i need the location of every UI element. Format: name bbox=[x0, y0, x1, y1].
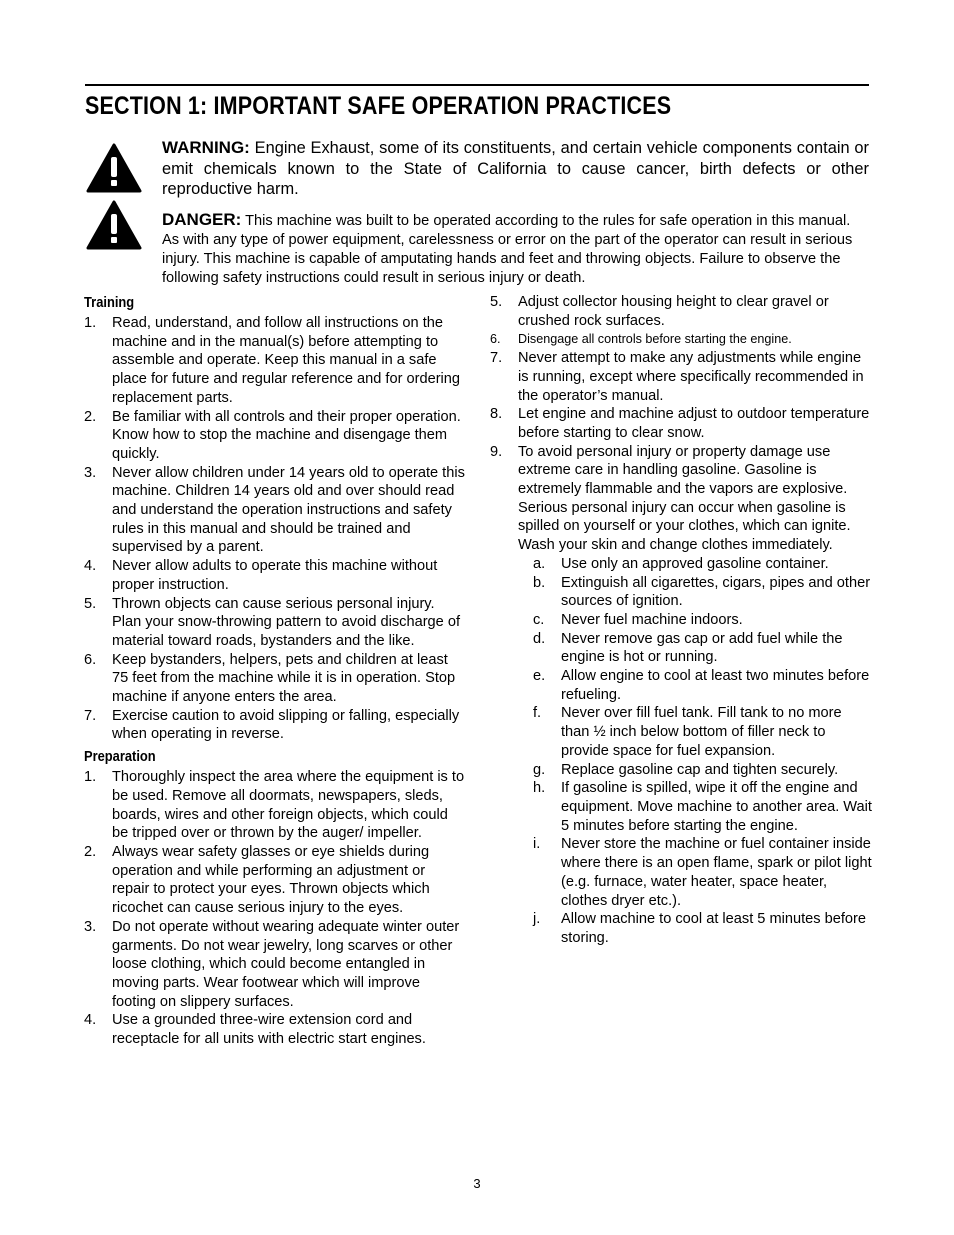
gasoline-subitem bbox=[490, 779, 874, 835]
subitem-text: Extinguish all cigarettes, cigars, pipes and other sources of ignition. bbox=[561, 574, 871, 610]
item-number: 7. bbox=[84, 707, 97, 724]
subitem-text: Never remove gas cap or add fuel while the engine is hot or running. bbox=[561, 630, 843, 666]
item-text: Read, understand, and follow all instructions on the machine and in the manual(s) before attempting to assemble and operate. Keep this manual in a safe place for future and regular reference and for ordering replacement parts. bbox=[112, 315, 461, 406]
item-number: 8. bbox=[490, 406, 503, 423]
item-text: Thrown objects can cause serious personal injury. Plan your snow-throwing pattern to avoid discharge of material toward roads, bystanders and the like. bbox=[112, 595, 461, 649]
item-text: Do not operate without wearing adequate winter outer garments. Do not wear jewelry, long scarves or other loose clothing, which could become entangled in moving parts. Wear footwear which will improve footing on slippery surfaces. bbox=[112, 918, 460, 1010]
training-item bbox=[84, 707, 466, 744]
item-number: 2. bbox=[84, 843, 97, 860]
item-number: 1. bbox=[84, 769, 97, 786]
subitem-letter: d. bbox=[533, 630, 546, 647]
danger-notice bbox=[162, 210, 869, 288]
item-text: Exercise caution to avoid slipping or falling, especially when operating in reverse. bbox=[112, 707, 460, 743]
warning-text: Engine Exhaust, some of its constituents, and certain vehicle components contain or emit chemicals known to the State of California to cause cancer, birth defects or other reproductive harm. bbox=[162, 139, 869, 198]
item-number: 3. bbox=[84, 464, 97, 481]
item-number: 3. bbox=[84, 918, 97, 935]
gasoline-subitem bbox=[490, 704, 874, 760]
item-number: 6. bbox=[490, 332, 501, 347]
item-text: Thoroughly inspect the area where the equipment is to be used. Remove all doormats, newspapers, sleds, boards, wires and other foreign objects, which could be tripped over or thrown by the auger/ impeller. bbox=[112, 769, 465, 842]
item-number: 5. bbox=[490, 294, 503, 310]
preparation-item bbox=[490, 405, 874, 442]
preparation-item bbox=[84, 768, 466, 843]
danger-triangle-icon bbox=[86, 200, 142, 250]
gasoline-subitem bbox=[490, 667, 874, 704]
training-item bbox=[84, 464, 466, 558]
item-text: Let engine and machine adjust to outdoor temperature before starting to clear snow. bbox=[518, 406, 870, 441]
subitem-text: Allow engine to cool at least two minutes before refueling. bbox=[561, 668, 870, 703]
right-column bbox=[490, 293, 874, 948]
item-number: 2. bbox=[84, 408, 97, 425]
gasoline-subitem bbox=[490, 835, 874, 910]
item-number: 6. bbox=[84, 651, 97, 668]
item-text: Always wear safety glasses or eye shields during operation and while performing an adjustment or repair to protect your eyes. Thrown objects which ricochet can cause serious injury to the eyes. bbox=[112, 843, 430, 917]
gasoline-subitem bbox=[490, 574, 874, 611]
gasoline-subitem bbox=[490, 761, 874, 780]
preparation-item bbox=[490, 443, 874, 555]
subitem-letter: f. bbox=[533, 705, 542, 722]
training-heading: Training bbox=[84, 294, 135, 311]
item-text: Disengage all controls before starting the engine. bbox=[518, 332, 792, 347]
gasoline-subitem bbox=[490, 611, 874, 630]
warning-label: WARNING: bbox=[162, 138, 250, 157]
training-item bbox=[84, 651, 466, 707]
item-number: 1. bbox=[84, 315, 97, 331]
subitem-text: Allow machine to cool at least 5 minutes before storing. bbox=[561, 911, 867, 946]
item-number: 9. bbox=[490, 443, 503, 460]
gasoline-subitem bbox=[490, 910, 874, 947]
preparation-item bbox=[490, 293, 874, 330]
subitem-letter: a. bbox=[533, 555, 546, 572]
training-item bbox=[84, 408, 466, 464]
item-text: Never allow adults to operate this machine without proper instruction. bbox=[112, 558, 438, 593]
item-number: 4. bbox=[84, 558, 97, 575]
subitem-letter: h. bbox=[533, 780, 546, 797]
item-number: 5. bbox=[84, 595, 97, 612]
page-number: 3 bbox=[473, 1176, 481, 1191]
subitem-letter: e. bbox=[533, 668, 546, 685]
item-text: Keep bystanders, helpers, pets and children at least 75 feet from the machine while it is in operation. Stop machine if anyone enters the area. bbox=[112, 651, 456, 706]
warning-notice bbox=[162, 138, 869, 200]
gasoline-subitem bbox=[490, 630, 874, 667]
warning-triangle-icon bbox=[86, 143, 142, 193]
subitem-text: Never store the machine or fuel container inside where there is an open flame, spark or pilot light (e.g. furnace, water heater, space heater, clothes dryer etc.). bbox=[561, 836, 872, 909]
training-item bbox=[84, 557, 466, 594]
preparation-item bbox=[84, 843, 466, 918]
subitem-text: Replace gasoline cap and tighten securely. bbox=[561, 761, 839, 778]
danger-text: This machine was built to be operated according to the rules for safe operation in this manual. As with any type of power equipment, carelessness or error on the part of the operator can result in serious injury. This machine is capable of amputating hands and feet and throwing objects. Failure to observe the following safety instructions could result in serious injury or death. bbox=[162, 213, 853, 286]
subitem-text: Never fuel machine indoors. bbox=[561, 611, 743, 628]
left-column bbox=[84, 293, 466, 1049]
subitem-letter: j. bbox=[533, 911, 541, 928]
preparation-item bbox=[84, 1011, 466, 1048]
danger-label: DANGER: bbox=[162, 210, 242, 229]
training-item bbox=[84, 595, 466, 651]
preparation-item bbox=[490, 349, 874, 405]
subitem-letter: i. bbox=[533, 836, 541, 853]
section-title: SECTION 1: IMPORTANT SAFE OPERATION PRACTICES bbox=[85, 92, 672, 120]
item-text: To avoid personal injury or property damage use extreme care in handling gasoline. Gasoline is extremely flammable and the vapors are explosive. Serious personal injury can occur when gasoline is spilled on yourself or your clothes, which can ignite. Wash your skin and change clothes immediately. bbox=[518, 443, 851, 554]
preparation-item bbox=[490, 330, 874, 349]
subitem-text: If gasoline is spilled, wipe it off the engine and equipment. Move machine to another area. Wait 5 minutes before starting the engine. bbox=[561, 780, 872, 834]
item-number: 4. bbox=[84, 1012, 97, 1029]
item-text: Be familiar with all controls and their proper operation. Know how to stop the machine and disengage them quickly. bbox=[112, 408, 461, 462]
training-item bbox=[84, 314, 466, 408]
item-text: Adjust collector housing height to clear gravel or crushed rock surfaces. bbox=[518, 294, 829, 329]
item-text: Never allow children under 14 years old to operate this machine. Children 14 years old and over should read and understand the operation instructions and safety rules in this manual and should be trained and supervised by a parent. bbox=[112, 464, 465, 556]
item-text: Never attempt to make any adjustments while engine is running, except where specifically recommended in the operator’s manual. bbox=[518, 350, 864, 404]
preparation-item bbox=[84, 918, 466, 1012]
subitem-letter: c. bbox=[533, 611, 545, 628]
preparation-heading: Preparation bbox=[84, 748, 156, 766]
item-number: 7. bbox=[490, 350, 503, 367]
subitem-text: Never over fill fuel tank. Fill tank to no more than ½ inch below bottom of filler neck to provide space for fuel expansion. bbox=[561, 705, 842, 759]
subitem-letter: g. bbox=[533, 761, 546, 778]
subitem-letter: b. bbox=[533, 574, 546, 591]
gasoline-subitem bbox=[490, 555, 874, 574]
top-rule bbox=[85, 84, 869, 86]
item-text: Use a grounded three-wire extension cord and receptacle for all units with electric start engines. bbox=[112, 1012, 426, 1048]
subitem-text: Use only an approved gasoline container. bbox=[561, 555, 829, 572]
